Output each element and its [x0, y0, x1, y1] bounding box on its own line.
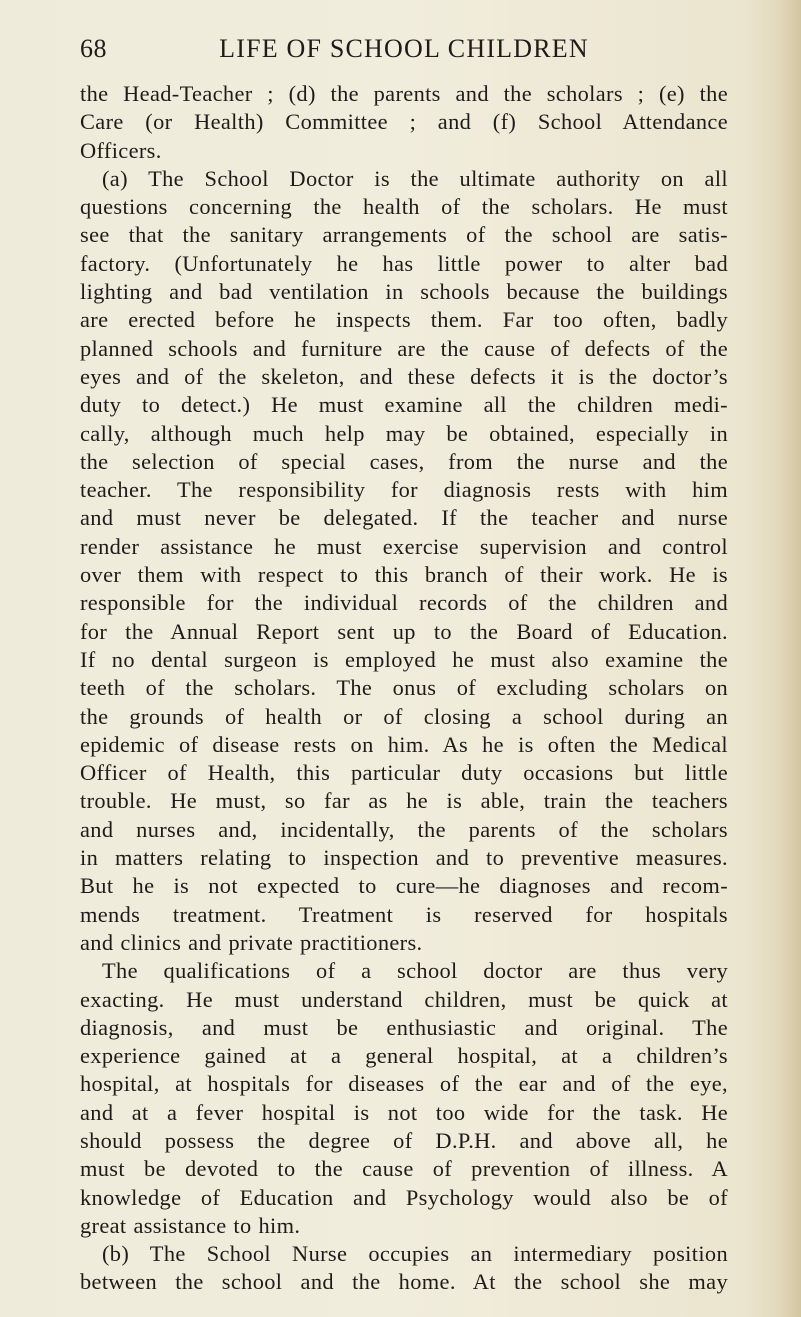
text-line: the selection of special cases, from the nurse and the: [80, 448, 728, 474]
text-line: Officers.: [80, 137, 162, 163]
text-line: mends treatment. Treatment is reserved for hospitals: [80, 901, 728, 927]
text-line: factory. (Unfortunately he has little power to alter bad: [80, 250, 728, 276]
text-line: teacher. The responsibility for diagnosis rests with him: [80, 477, 728, 503]
text-line: lighting and bad ventilation in schools because the buildings: [80, 279, 728, 305]
text-line: must be devoted to the cause of prevention of illness. A: [80, 1156, 728, 1182]
text-line: (a) The School Doctor is the ultimate authority on all: [102, 165, 728, 191]
text-line: eyes and of the skeleton, and these defects it is the doctor’s: [80, 363, 728, 389]
running-head: LIFE OF SCHOOL CHILDREN: [219, 34, 589, 63]
text-line: see that the sanitary arrangements of the school are satis-: [80, 222, 728, 248]
text-line: duty to detect.) He must examine all the children medi-: [80, 392, 728, 418]
page-edge-shadow: [779, 0, 801, 1317]
text-line: diagnosis, and must be enthusiastic and original. The: [80, 1014, 728, 1040]
text-line: If no dental surgeon is employed he must also examine the: [80, 646, 728, 672]
text-line: between the school and the home. At the school she may: [80, 1269, 728, 1295]
text-line: over them with respect to this branch of their work. He is: [80, 562, 728, 588]
text-line: and must never be delegated. If the teacher and nurse: [80, 505, 728, 531]
text-line: the Head-Teacher ; (d) the parents and the scholars ; (e) the: [80, 81, 728, 106]
text-line: and clinics and private practitioners.: [80, 929, 423, 955]
text-line: questions concerning the health of the scholars. He must: [80, 194, 728, 220]
text-line: Care (or Health) Committee ; and (f) School Attendance: [80, 109, 728, 135]
text-line: The qualifications of a school doctor are thus very: [102, 958, 728, 984]
text-line: and nurses and, incidentally, the parents of the scholars: [80, 816, 728, 842]
text-line: But he is not expected to cure—he diagnoses and recom-: [80, 873, 728, 899]
text-line: for the Annual Report sent up to the Board of Education.: [80, 618, 728, 644]
text-line: experience gained at a general hospital, at a children’s: [80, 1043, 728, 1069]
text-line: (b) The School Nurse occupies an intermediary position: [102, 1241, 728, 1267]
text-line: teeth of the scholars. The onus of excluding scholars on: [80, 675, 728, 701]
text-line: in matters relating to inspection and to preventive measures.: [80, 845, 728, 871]
text-line: cally, although much help may be obtained, especially in: [80, 420, 728, 446]
text-line: Officer of Health, this particular duty occasions but little: [80, 760, 728, 786]
text-line: should possess the degree of D.P.H. and above all, he: [80, 1127, 728, 1153]
text-line: knowledge of Education and Psychology would also be of: [80, 1184, 728, 1210]
text-line: hospital, at hospitals for diseases of the ear and of the eye,: [80, 1071, 728, 1097]
page-header: [80, 34, 728, 70]
text-line: are erected before he inspects them. Far too often, badly: [80, 307, 728, 333]
text-line: the grounds of health or of closing a school during an: [80, 703, 728, 729]
text-line: and at a fever hospital is not too wide for the task. He: [80, 1099, 728, 1125]
text-line: render assistance he must exercise supervision and control: [80, 533, 728, 559]
text-line: planned schools and furniture are the cause of defects of the: [80, 335, 728, 361]
text-line: trouble. He must, so far as he is able, train the teachers: [80, 788, 728, 814]
text-line: epidemic of disease rests on him. As he is often the Medical: [80, 731, 728, 757]
body-text: [80, 80, 728, 1297]
text-line: responsible for the individual records of the children and: [80, 590, 728, 616]
text-line: exacting. He must understand children, must be quick at: [80, 986, 728, 1012]
page-number: 68: [80, 34, 107, 63]
text-line: great assistance to him.: [80, 1212, 301, 1238]
